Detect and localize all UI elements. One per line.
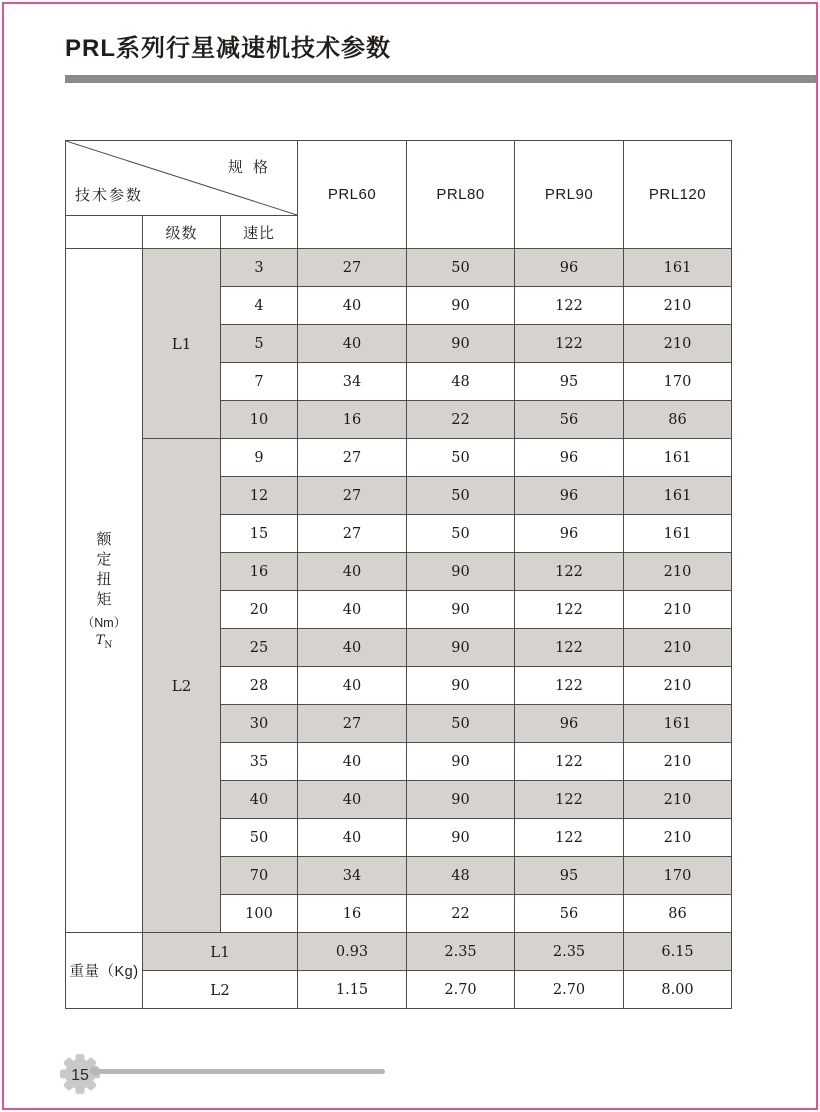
- value-cell: 170: [624, 857, 732, 895]
- value-cell: 50: [407, 705, 515, 743]
- value-cell: 34: [298, 857, 407, 895]
- ratio-cell: 28: [221, 667, 298, 705]
- column-header-prl60: PRL60: [298, 141, 407, 249]
- value-cell: 22: [407, 401, 515, 439]
- weight-value-cell: 2.35: [515, 933, 624, 971]
- ratio-header: 速比: [221, 216, 298, 249]
- value-cell: 210: [624, 629, 732, 667]
- weight-row: [66, 933, 732, 971]
- value-cell: 40: [298, 743, 407, 781]
- value-cell: 27: [298, 515, 407, 553]
- value-cell: 122: [515, 287, 624, 325]
- param-axis-label: 技术参数: [75, 187, 144, 204]
- header-row-1: [66, 141, 732, 216]
- ratio-cell: 5: [221, 325, 298, 363]
- value-cell: 50: [407, 477, 515, 515]
- ratio-cell: 70: [221, 857, 298, 895]
- value-cell: 161: [624, 439, 732, 477]
- ratio-cell: 40: [221, 781, 298, 819]
- value-cell: 40: [298, 667, 407, 705]
- value-cell: 96: [515, 439, 624, 477]
- value-cell: 40: [298, 553, 407, 591]
- value-cell: 50: [407, 439, 515, 477]
- value-cell: 210: [624, 743, 732, 781]
- stage-group-cell: L1: [143, 249, 221, 439]
- torque-unit: （Nm）: [81, 616, 127, 631]
- column-header-prl80: PRL80: [407, 141, 515, 249]
- value-cell: 210: [624, 287, 732, 325]
- value-cell: 40: [298, 287, 407, 325]
- stage-group-cell: L2: [143, 439, 221, 933]
- ratio-cell: 50: [221, 819, 298, 857]
- value-cell: 96: [515, 249, 624, 287]
- spec-axis-label: 规 格: [227, 159, 272, 176]
- value-cell: 90: [407, 743, 515, 781]
- ratio-cell: 7: [221, 363, 298, 401]
- value-cell: 90: [407, 325, 515, 363]
- weight-value-cell: 2.70: [515, 971, 624, 1009]
- footer-line: [98, 1069, 385, 1074]
- weight-stage-cell: L1: [143, 933, 298, 971]
- value-cell: 86: [624, 401, 732, 439]
- torque-label-cell: [66, 249, 143, 933]
- value-cell: 27: [298, 477, 407, 515]
- table-row: [66, 249, 732, 287]
- value-cell: 161: [624, 477, 732, 515]
- value-cell: 96: [515, 515, 624, 553]
- stage-header: 级数: [143, 216, 221, 249]
- weight-label-cell: 重量（Kg): [66, 933, 143, 1009]
- value-cell: 96: [515, 477, 624, 515]
- ratio-cell: 20: [221, 591, 298, 629]
- value-cell: 161: [624, 705, 732, 743]
- spec-table: [65, 140, 732, 1009]
- value-cell: 90: [407, 591, 515, 629]
- value-cell: 210: [624, 781, 732, 819]
- column-header-prl90: PRL90: [515, 141, 624, 249]
- torque-symbol: $T_N$: [95, 633, 113, 651]
- value-cell: 122: [515, 325, 624, 363]
- weight-value-cell: 2.35: [407, 933, 515, 971]
- value-cell: 22: [407, 895, 515, 933]
- value-cell: 56: [515, 401, 624, 439]
- value-cell: 161: [624, 515, 732, 553]
- value-cell: 40: [298, 781, 407, 819]
- ratio-cell: 10: [221, 401, 298, 439]
- table-body: [66, 249, 732, 1009]
- ratio-cell: 9: [221, 439, 298, 477]
- value-cell: 122: [515, 629, 624, 667]
- value-cell: 34: [298, 363, 407, 401]
- value-cell: 90: [407, 287, 515, 325]
- page-frame: [2, 2, 818, 1110]
- value-cell: 27: [298, 249, 407, 287]
- value-cell: 40: [298, 591, 407, 629]
- value-cell: 210: [624, 667, 732, 705]
- weight-stage-cell: L2: [143, 971, 298, 1009]
- ratio-cell: 25: [221, 629, 298, 667]
- value-cell: 122: [515, 553, 624, 591]
- page-title: PRL系列行星减速机技术参数: [65, 35, 391, 62]
- value-cell: 40: [298, 819, 407, 857]
- value-cell: 90: [407, 667, 515, 705]
- weight-value-cell: 0.93: [298, 933, 407, 971]
- value-cell: 50: [407, 249, 515, 287]
- torque-label: [66, 530, 142, 651]
- value-cell: 90: [407, 629, 515, 667]
- ratio-cell: 30: [221, 705, 298, 743]
- value-cell: 16: [298, 895, 407, 933]
- value-cell: 16: [298, 401, 407, 439]
- title-underline-bar: [65, 75, 816, 83]
- value-cell: 90: [407, 781, 515, 819]
- value-cell: 27: [298, 439, 407, 477]
- weight-row: [66, 971, 732, 1009]
- value-cell: 40: [298, 325, 407, 363]
- value-cell: 48: [407, 857, 515, 895]
- value-cell: 95: [515, 857, 624, 895]
- value-cell: 210: [624, 325, 732, 363]
- value-cell: 96: [515, 705, 624, 743]
- ratio-cell: 100: [221, 895, 298, 933]
- value-cell: 122: [515, 819, 624, 857]
- weight-value-cell: 2.70: [407, 971, 515, 1009]
- page-number: 15: [71, 1067, 89, 1084]
- value-cell: 90: [407, 553, 515, 591]
- column-header-prl120: PRL120: [624, 141, 732, 249]
- value-cell: 95: [515, 363, 624, 401]
- ratio-cell: 4: [221, 287, 298, 325]
- value-cell: 40: [298, 629, 407, 667]
- empty-header-cell: [66, 216, 143, 249]
- value-cell: 27: [298, 705, 407, 743]
- table-row: [66, 439, 732, 477]
- value-cell: 86: [624, 895, 732, 933]
- weight-value-cell: 6.15: [624, 933, 732, 971]
- weight-value-cell: 1.15: [298, 971, 407, 1009]
- ratio-cell: 15: [221, 515, 298, 553]
- value-cell: 210: [624, 591, 732, 629]
- ratio-cell: 12: [221, 477, 298, 515]
- value-cell: 122: [515, 667, 624, 705]
- value-cell: 122: [515, 591, 624, 629]
- value-cell: 170: [624, 363, 732, 401]
- value-cell: 48: [407, 363, 515, 401]
- weight-value-cell: 8.00: [624, 971, 732, 1009]
- value-cell: 122: [515, 743, 624, 781]
- value-cell: 50: [407, 515, 515, 553]
- ratio-cell: 16: [221, 553, 298, 591]
- value-cell: 90: [407, 819, 515, 857]
- diagonal-header-cell: [66, 141, 298, 216]
- ratio-cell: 35: [221, 743, 298, 781]
- torque-label-chars: 额 定 扭 矩: [96, 531, 112, 609]
- value-cell: 210: [624, 553, 732, 591]
- value-cell: 161: [624, 249, 732, 287]
- value-cell: 210: [624, 819, 732, 857]
- value-cell: 56: [515, 895, 624, 933]
- ratio-cell: 3: [221, 249, 298, 287]
- value-cell: 122: [515, 781, 624, 819]
